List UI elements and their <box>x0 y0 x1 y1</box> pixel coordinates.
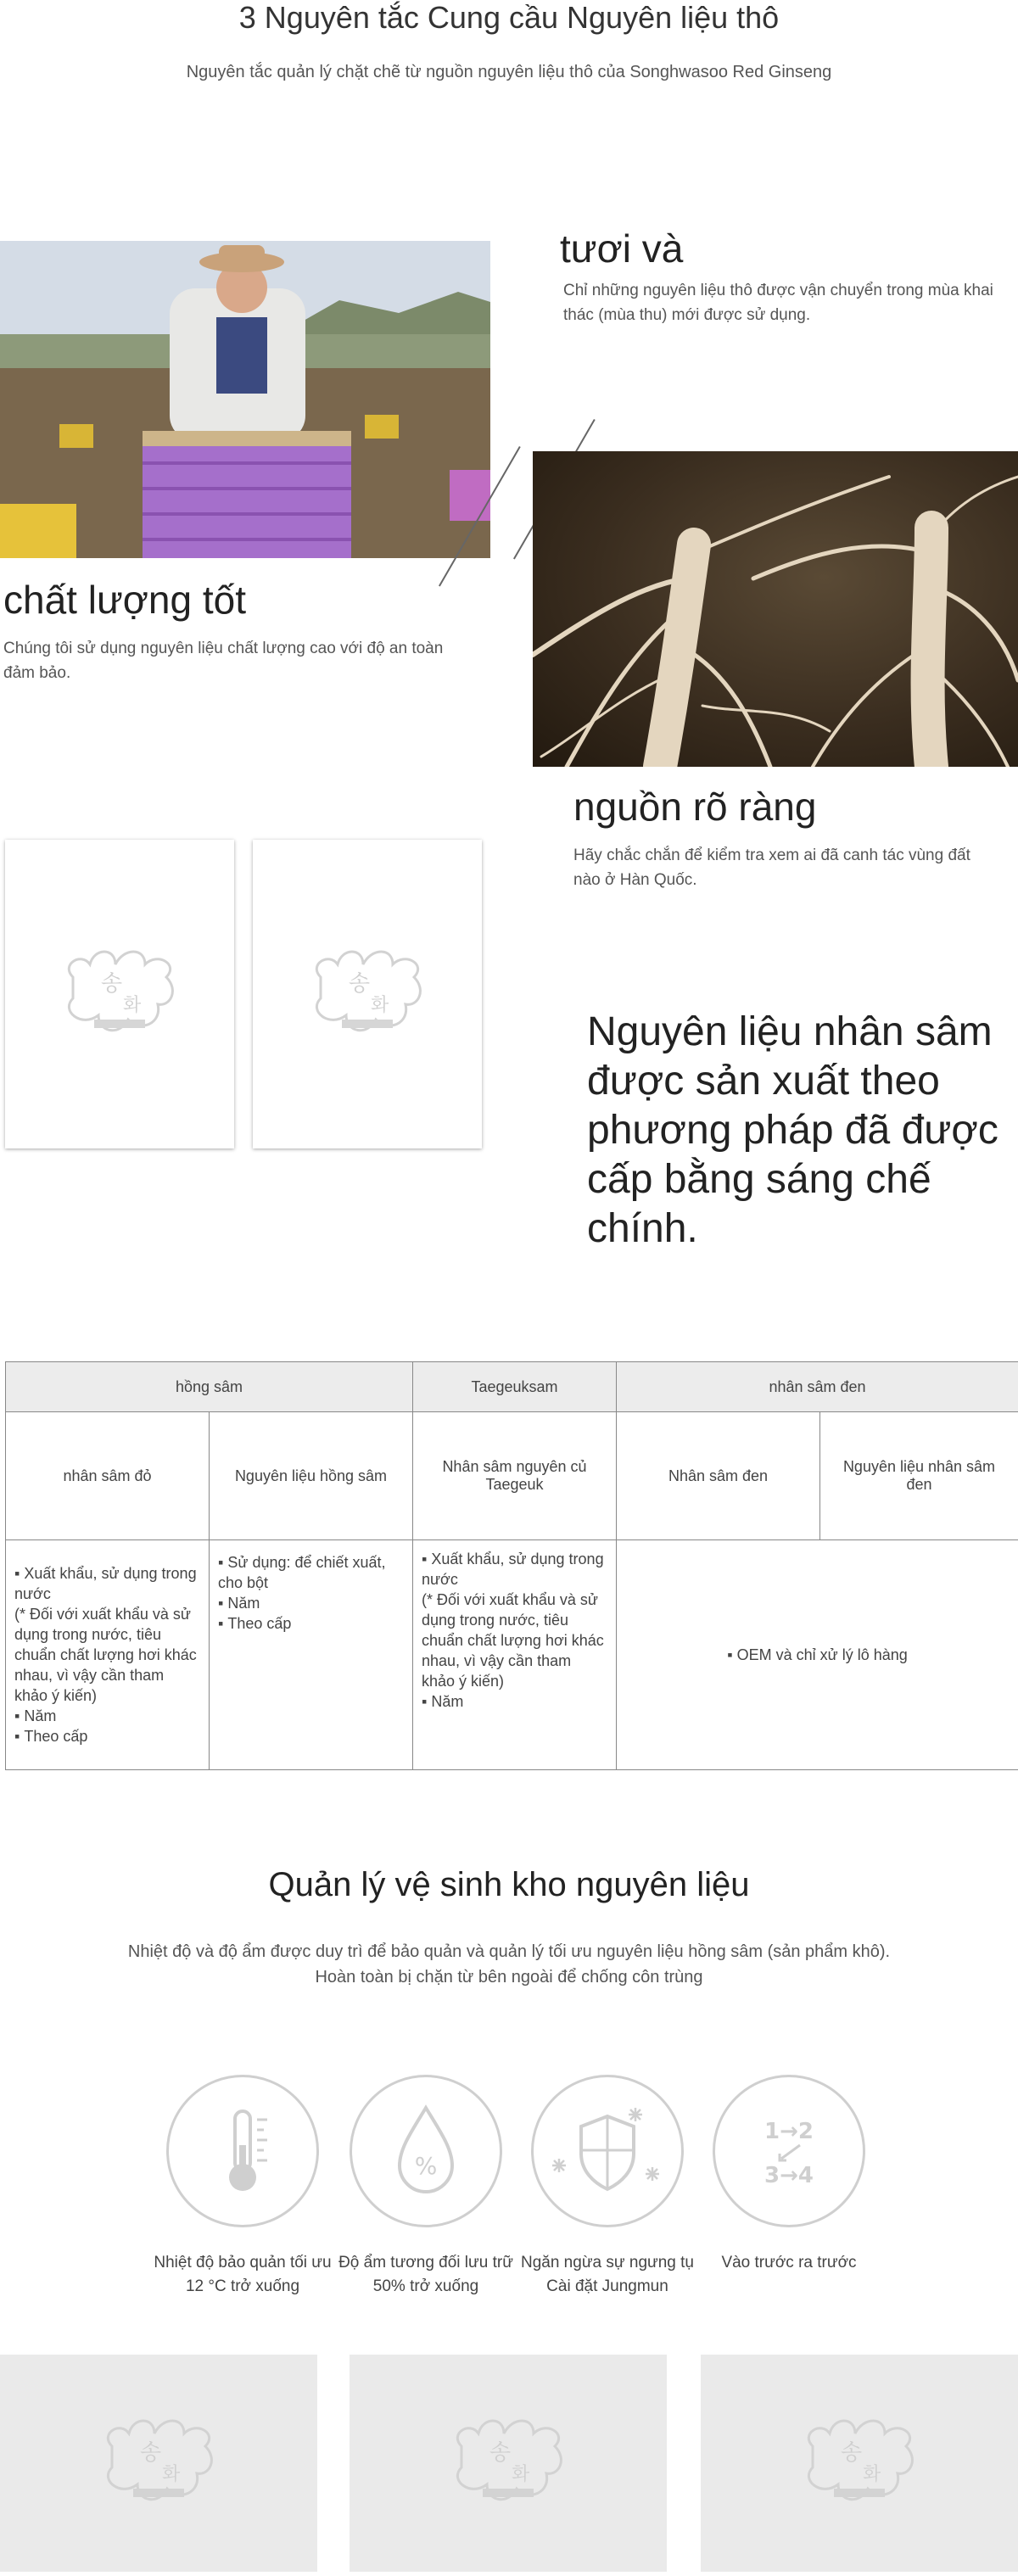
feature-label-line: Nhiệt độ bảo quản tối ưu <box>149 2251 336 2275</box>
ginseng-roots-photo <box>533 451 1018 767</box>
table-detail-row <box>6 1540 1018 1770</box>
list-item: ▪ Theo cấp <box>14 1726 200 1746</box>
feature-circle <box>350 2075 502 2227</box>
svg-text:화: 화 <box>162 2464 181 2485</box>
fifo-glyph-top: 1→2 <box>764 2119 814 2144</box>
list-item: ▪ Năm <box>14 1706 200 1726</box>
placeholder-image-card <box>253 840 482 1148</box>
svg-text:송: 송 <box>841 2440 862 2466</box>
list-item: ▪ Sử dụng: để chiết xuất, cho bột <box>218 1552 404 1593</box>
table-subheader-row <box>6 1412 1018 1540</box>
principle-fresh-heading: tươi và <box>560 226 683 271</box>
principle-quality-text: Chúng tôi sử dụng nguyên liệu chất lượng cao với độ an toàn đảm bảo. <box>3 636 461 685</box>
list-item: ▪ Năm <box>218 1593 404 1613</box>
humidity-drop-icon <box>352 2077 500 2225</box>
thermometer-icon <box>169 2077 316 2225</box>
svg-text:화: 화 <box>371 995 389 1016</box>
feature-circle <box>166 2075 319 2227</box>
svg-text:송: 송 <box>489 2440 511 2466</box>
warehouse-desc-line: Hoàn toàn bị chặn từ bên ngoài để chống côn trùng <box>315 1968 702 1986</box>
table-group-header: Taegeuksam <box>413 1362 617 1412</box>
feature-label-line: Ngăn ngừa sự ngưng tụ <box>514 2251 701 2275</box>
svg-text:송: 송 <box>349 971 370 997</box>
list-item: ▪ Theo cấp <box>218 1613 404 1634</box>
svg-text:송: 송 <box>140 2440 161 2466</box>
table-subheader: Nguyên liệu hồng sâm <box>210 1412 413 1540</box>
feature-circle <box>531 2075 684 2227</box>
humidity-percent-glyph: % <box>415 2152 438 2180</box>
feature-label-line: Độ ẩm tương đối lưu trữ <box>333 2251 519 2275</box>
farmer-harvest-illustration <box>0 241 490 558</box>
svg-text:송: 송 <box>101 971 122 997</box>
placeholder-image-tile <box>350 2355 667 2572</box>
fifo-icon <box>715 2077 863 2225</box>
feature-label <box>696 2251 882 2275</box>
feature-label <box>149 2251 336 2299</box>
fifo-glyph-bottom: 3→4 <box>764 2163 814 2188</box>
feature-label <box>514 2251 701 2299</box>
ginseng-roots-illustration <box>533 451 1018 767</box>
warehouse-section-title: Quản lý vệ sinh kho nguyên liệu <box>0 1866 1018 1904</box>
feature-label-line: Vào trước ra trước <box>696 2251 882 2275</box>
table-group-header-row <box>6 1362 1018 1412</box>
brand-watermark-logo <box>5 840 234 1148</box>
warehouse-section-desc <box>0 1939 1018 1990</box>
principle-quality-heading: chất lượng tốt <box>3 577 246 623</box>
svg-text:화: 화 <box>863 2464 881 2485</box>
principle-origin-text: Hãy chắc chắn để kiểm tra xem ai đã canh tác vùng đất nào ở Hàn Quốc. <box>573 843 998 892</box>
list-item: ▪ Xuất khẩu, sử dụng trong nước <box>422 1549 607 1590</box>
table-group-header: hồng sâm <box>6 1362 413 1412</box>
brand-watermark-logo <box>350 2355 667 2572</box>
feature-label-line: Cài đặt Jungmun <box>514 2275 701 2299</box>
table-subheader: nhân sâm đỏ <box>6 1412 210 1540</box>
shield-snowflake-icon <box>534 2077 681 2225</box>
list-item: ▪ Xuất khẩu, sử dụng trong nước <box>14 1563 200 1604</box>
table-subheader: Nhân sâm nguyên củ Taegeuk <box>413 1412 617 1540</box>
feature-label <box>333 2251 519 2299</box>
list-item-note: (* Đối với xuất khẩu và sử dụng trong nước, tiêu chuẩn chất lượng hơi khác nhau, vì vậy cần tham khảo ý kiến) <box>14 1604 200 1706</box>
table-cell <box>617 1540 1018 1770</box>
placeholder-image-card <box>5 840 234 1148</box>
placeholder-image-tile <box>0 2355 317 2572</box>
list-item-note: (* Đối với xuất khẩu và sử dụng trong nước, tiêu chuẩn chất lượng hơi khác nhau, vì vậy cần tham khảo ý kiến) <box>422 1590 607 1691</box>
list-item: ▪ OEM và chỉ xử lý lô hàng <box>727 1646 908 1663</box>
svg-text:화: 화 <box>512 2464 530 2485</box>
section-subtitle: Nguyên tắc quản lý chặt chẽ từ nguồn nguyên liệu thô của Songhwasoo Red Ginseng <box>0 63 1018 82</box>
table-cell <box>6 1540 210 1770</box>
warehouse-desc-line: Nhiệt độ và độ ẩm được duy trì để bảo quản và quản lý tối ưu nguyên liệu hồng sâm (sản phẩm khô). <box>128 1942 890 1961</box>
table-group-header: nhân sâm đen <box>617 1362 1018 1412</box>
brand-watermark-logo <box>253 840 482 1148</box>
ginseng-grade-table <box>5 1361 1018 1770</box>
brand-watermark-logo <box>0 2355 317 2572</box>
table-cell <box>413 1540 617 1770</box>
svg-text:화: 화 <box>123 995 142 1016</box>
feature-label-line: 12 °C trở xuống <box>149 2275 336 2299</box>
patent-statement: Nguyên liệu nhân sâm được sản xuất theo phương pháp đã được cấp bằng sáng chế chính. <box>587 1008 1011 1254</box>
section-title: 3 Nguyên tắc Cung cầu Nguyên liệu thô <box>0 0 1018 36</box>
feature-circle <box>713 2075 865 2227</box>
feature-label-line: 50% trở xuống <box>333 2275 519 2299</box>
principle-origin-heading: nguồn rõ ràng <box>573 784 816 830</box>
list-item: ▪ Năm <box>422 1691 607 1712</box>
table-cell <box>210 1540 413 1770</box>
table-subheader: Nhân sâm đen <box>617 1412 820 1540</box>
placeholder-image-tile <box>701 2355 1018 2572</box>
principle-fresh-text: Chỉ những nguyên liệu thô được vận chuyển trong mùa khai thác (mùa thu) mới được sử dụng. <box>563 278 1013 327</box>
table-subheader: Nguyên liệu nhân sâm đen <box>820 1412 1018 1540</box>
brand-watermark-logo <box>701 2355 1018 2572</box>
farmer-harvest-photo <box>0 241 490 558</box>
